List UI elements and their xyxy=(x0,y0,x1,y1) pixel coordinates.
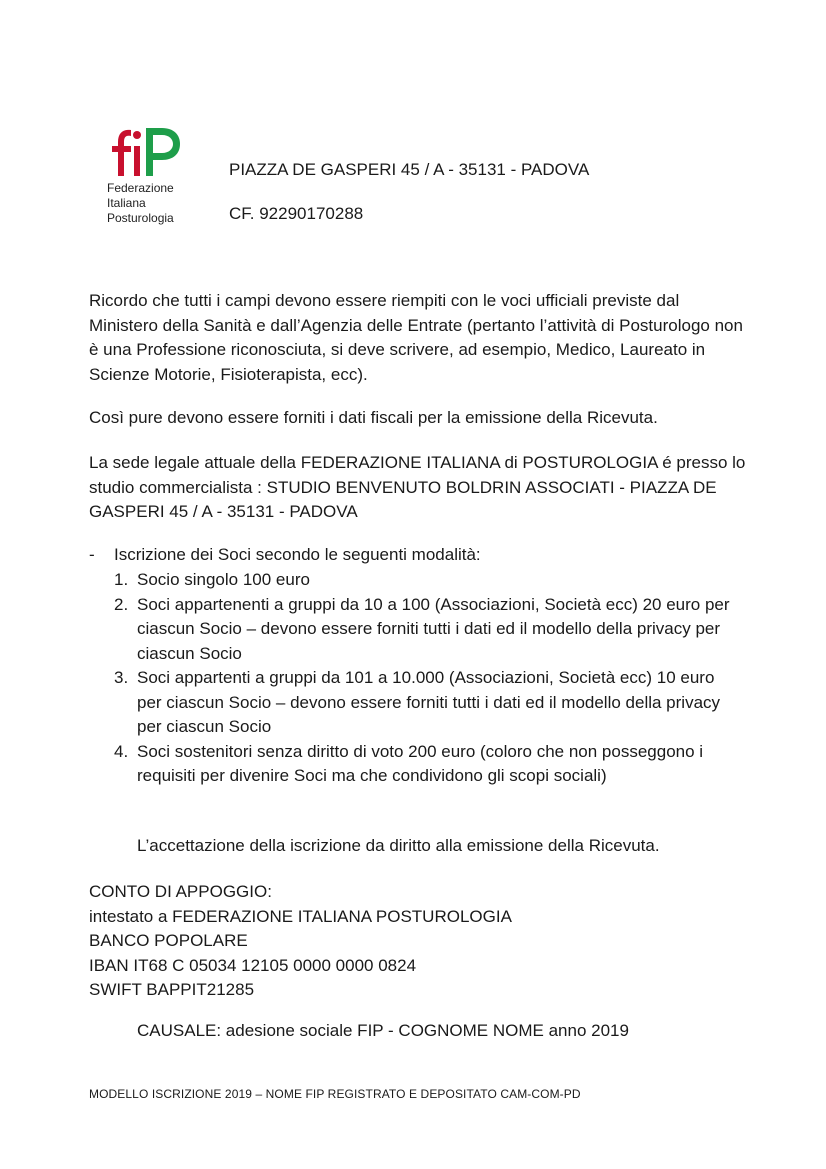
acceptance-note: L’accettazione della iscrizione da diritto alla emissione della Ricevuta. xyxy=(137,836,660,855)
paragraph-sede-legale xyxy=(89,451,749,525)
fip-logo-mark xyxy=(96,124,186,184)
list-item xyxy=(114,593,734,667)
list-item-number: 2. xyxy=(114,594,129,614)
list-item-text: Soci appartenti a gruppi da 101 a 10.000 (Associazioni, Società ecc) 10 euro per ciascun Socio – devono essere forniti tutti i dati ed il modello della privacy per ciascun Socio xyxy=(137,668,721,736)
paragraph-campi-text: Ricordo che tutti i campi devono essere riempiti con le voci ufficiali previste dal Ministero della Sanità e dall’Agenzia delle Entrate (pertanto l’attività di Posturologo non è una Professione riconosciuta, si deve scrivere, ad esempio, Medico, Laureato in Scienze Motorie, Fisioterapista, ecc). xyxy=(89,291,743,384)
list-intro: Iscrizione dei Soci secondo le seguenti modalità: xyxy=(114,545,481,564)
logo-line-posturologia: Posturologia xyxy=(107,211,174,225)
membership-list xyxy=(114,568,734,789)
list-item-text: Socio singolo 100 euro xyxy=(137,570,310,589)
conto-bank: BANCO POPOLARE xyxy=(89,931,248,951)
list-item-text: Soci appartenenti a gruppi da 10 a 100 (Associazioni, Società ecc) 20 euro per ciascun Socio – devono essere forniti tutti i dati ed il modello della privacy per ciascun Socio xyxy=(137,594,730,663)
fip-logo xyxy=(96,124,206,234)
list-item-number: 3. xyxy=(114,668,129,687)
header-address: PIAZZA DE GASPERI 45 / A - 35131 - PADOVA xyxy=(229,160,590,179)
list-item xyxy=(114,568,734,593)
paragraph-sede-legale-text: La sede legale attuale della FEDERAZIONE ITALIANA di POSTUROLOGIA é presso lo studio commercialista : STUDIO BENVENUTO BOLDRIN ASSOCIATI - PIAZZA DE GASPERI 45 / A - 35131 - PADOVA xyxy=(89,453,746,521)
paragraph-campi xyxy=(89,289,749,387)
list-item-number: 4. xyxy=(114,741,129,761)
fip-logo-text xyxy=(107,181,174,226)
conto-iban: IBAN IT68 C 05034 12105 0000 0000 0824 xyxy=(89,955,417,975)
logo-line-italiana: Italiana xyxy=(107,196,146,210)
header-cf: CF. 92290170288 xyxy=(229,204,364,223)
list-item-number: 1. xyxy=(114,570,129,589)
logo-line-federazione: Federazione xyxy=(107,181,174,195)
conto-holder: intestato a FEDERAZIONE ITALIANA POSTUROLOGIA xyxy=(89,906,512,926)
page-footer: MODELLO ISCRIZIONE 2019 – NOME FIP REGISTRATO E DEPOSITATO CAM-COM-PD xyxy=(89,1087,581,1101)
list-item xyxy=(114,740,734,789)
list-item xyxy=(114,666,734,740)
conto-block xyxy=(89,880,512,1003)
list-dash: - xyxy=(89,545,95,564)
list-item-text: Soci sostenitori senza diritto di voto 200 euro (coloro che non posseggono i requisiti per divenire Soci ma che condividono gli scopi sociali) xyxy=(137,741,704,785)
paragraph-dati-fiscali-text: Così pure devono essere forniti i dati fiscali per la emissione della Ricevuta. xyxy=(89,408,658,427)
conto-title: CONTO DI APPOGGIO: xyxy=(89,882,272,901)
conto-swift: SWIFT BAPPIT21285 xyxy=(89,980,255,1000)
paragraph-dati-fiscali xyxy=(89,406,749,431)
causale: CAUSALE: adesione sociale FIP - COGNOME NOME anno 2019 xyxy=(137,1021,629,1040)
